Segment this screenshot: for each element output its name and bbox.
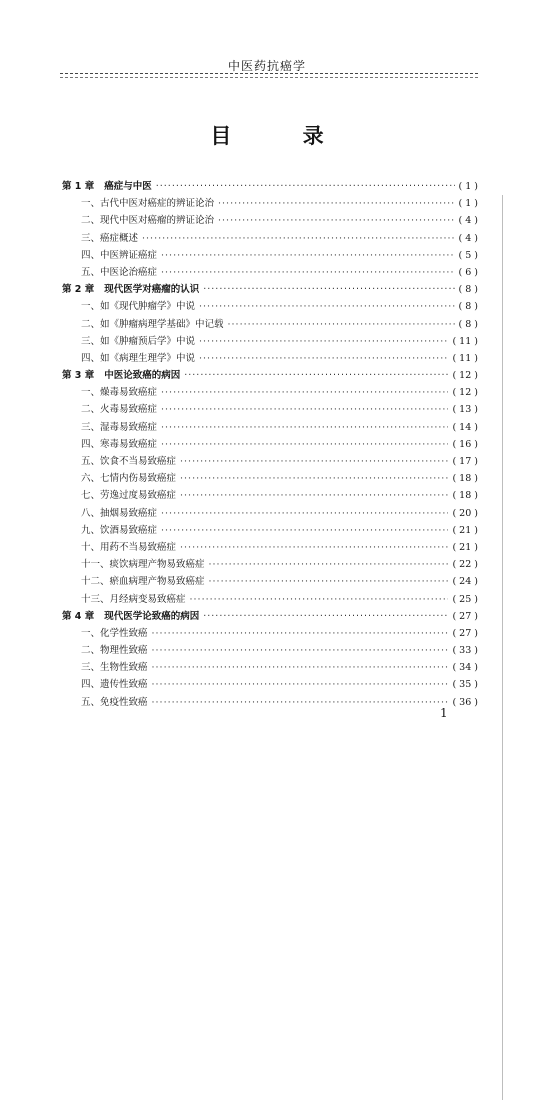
toc-page-ref: ( 14 ) bbox=[452, 421, 478, 433]
toc-section-entry bbox=[62, 556, 478, 573]
dot-leader bbox=[161, 401, 448, 418]
toc-section-entry bbox=[62, 264, 478, 281]
dot-leader bbox=[161, 505, 448, 522]
section-title: 一、古代中医对癌症的辨证论治 bbox=[81, 198, 215, 210]
dot-leader bbox=[156, 178, 455, 195]
toc-page-ref: ( 8 ) bbox=[458, 318, 478, 330]
toc-page-ref: ( 34 ) bbox=[452, 662, 478, 674]
toc-page-ref: ( 11 ) bbox=[452, 352, 478, 364]
section-title: 三、如《肿瘤预后学》中说 bbox=[81, 335, 196, 347]
section-title: 一、化学性致癌 bbox=[81, 627, 148, 639]
toc-section-entry bbox=[62, 247, 478, 264]
toc-page-ref: ( 25 ) bbox=[452, 593, 478, 605]
chapter-number: 第 3 章 bbox=[62, 370, 95, 382]
section-title: 二、如《肿瘤病理学基础》中记载 bbox=[81, 318, 224, 330]
dot-leader bbox=[152, 625, 449, 642]
toc-section-entry bbox=[62, 625, 478, 642]
section-title: 三、生物性致癌 bbox=[81, 662, 148, 674]
chapter-title: 中医论致癌的病因 bbox=[104, 370, 181, 382]
section-title: 十三、月经病变易致癌症 bbox=[81, 593, 186, 605]
toc-page-ref: ( 1 ) bbox=[458, 181, 478, 192]
toc-page-ref: ( 36 ) bbox=[452, 696, 478, 708]
toc-page-ref: ( 8 ) bbox=[458, 284, 478, 296]
dot-leader bbox=[142, 230, 454, 247]
toc-section-entry bbox=[62, 522, 478, 539]
section-title: 三、癌症概述 bbox=[81, 232, 139, 244]
section-title: 四、遗传性致癌 bbox=[81, 679, 148, 691]
toc-section-entry bbox=[62, 195, 478, 212]
section-title: 十、用药不当易致癌症 bbox=[81, 541, 177, 553]
toc-section-entry bbox=[62, 316, 478, 333]
dot-leader bbox=[190, 591, 449, 608]
chapter-number: 第 1 章 bbox=[62, 181, 95, 192]
toc-page-ref: ( 22 ) bbox=[452, 559, 478, 571]
toc-page-ref: ( 12 ) bbox=[452, 370, 478, 382]
toc-page-ref: ( 20 ) bbox=[452, 507, 478, 519]
toc-section-entry bbox=[62, 436, 478, 453]
section-title: 五、饮食不当易致癌症 bbox=[81, 456, 177, 467]
dot-leader bbox=[180, 487, 448, 504]
toc-page-ref: ( 4 ) bbox=[458, 232, 478, 244]
toc-chapter-entry bbox=[62, 367, 478, 384]
toc-section-entry bbox=[62, 350, 478, 367]
toc-page-ref: ( 18 ) bbox=[452, 490, 478, 502]
dot-leader bbox=[161, 419, 448, 436]
toc-chapter-entry bbox=[62, 608, 478, 625]
dot-leader bbox=[209, 573, 449, 590]
section-title: 五、免疫性致癌 bbox=[81, 696, 148, 708]
dot-leader bbox=[199, 298, 454, 315]
toc-section-entry bbox=[62, 230, 478, 247]
toc-title: 目 录 bbox=[210, 124, 356, 148]
section-title: 六、七情内伤易致癌症 bbox=[81, 473, 177, 485]
dot-leader bbox=[161, 264, 454, 281]
dot-leader bbox=[161, 384, 448, 401]
toc-section-entry bbox=[62, 212, 478, 229]
toc-page-ref: ( 8 ) bbox=[458, 301, 478, 313]
toc-section-entry bbox=[62, 573, 478, 590]
toc-page-ref: ( 21 ) bbox=[452, 524, 478, 536]
header-divider bbox=[60, 73, 478, 78]
running-header: 中医药抗癌学 bbox=[227, 59, 306, 73]
dot-leader bbox=[152, 659, 449, 676]
section-title: 七、劳逸过度易致癌症 bbox=[81, 490, 177, 502]
dot-leader bbox=[180, 453, 448, 470]
toc-page-ref: ( 35 ) bbox=[452, 679, 478, 691]
toc-section-entry bbox=[62, 539, 478, 556]
toc-section-entry bbox=[62, 591, 478, 608]
section-title: 三、湿毒易致癌症 bbox=[81, 421, 158, 433]
chapter-number: 第 4 章 bbox=[62, 610, 95, 622]
page-number: 1 bbox=[440, 706, 448, 720]
dot-leader bbox=[203, 281, 454, 298]
section-title: 二、现代中医对癌瘤的辨证论治 bbox=[81, 215, 215, 227]
toc-chapter-entry bbox=[62, 281, 478, 298]
dot-leader bbox=[199, 333, 448, 350]
section-title: 五、中医论治癌症 bbox=[81, 266, 158, 278]
table-of-contents bbox=[62, 178, 478, 711]
dot-leader bbox=[152, 676, 449, 693]
dot-leader bbox=[180, 539, 448, 556]
toc-section-entry bbox=[62, 401, 478, 418]
section-title: 二、火毒易致癌症 bbox=[81, 404, 158, 416]
chapter-title: 癌症与中医 bbox=[104, 181, 152, 192]
dot-leader bbox=[199, 350, 448, 367]
chapter-title: 现代医学论致癌的病因 bbox=[104, 610, 200, 622]
dot-leader bbox=[228, 316, 455, 333]
dot-leader bbox=[152, 642, 449, 659]
toc-section-entry bbox=[62, 642, 478, 659]
toc-page-ref: ( 27 ) bbox=[452, 627, 478, 639]
section-title: 一、燥毒易致癌症 bbox=[81, 387, 158, 399]
toc-page-ref: ( 27 ) bbox=[452, 610, 478, 622]
toc-page-ref: ( 16 ) bbox=[452, 438, 478, 450]
section-title: 九、饮酒易致癌症 bbox=[81, 524, 158, 536]
toc-page-ref: ( 18 ) bbox=[452, 473, 478, 485]
chapter-title: 现代医学对癌瘤的认识 bbox=[104, 284, 200, 296]
dot-leader bbox=[180, 470, 448, 487]
toc-page-ref: ( 4 ) bbox=[458, 215, 478, 227]
toc-page-ref: ( 5 ) bbox=[458, 249, 478, 261]
section-title: 八、抽烟易致癌症 bbox=[81, 507, 158, 519]
toc-page-ref: ( 24 ) bbox=[452, 576, 478, 588]
section-title: 二、物理性致癌 bbox=[81, 645, 148, 657]
toc-section-entry bbox=[62, 470, 478, 487]
dot-leader bbox=[209, 556, 449, 573]
toc-page-ref: ( 6 ) bbox=[458, 266, 478, 278]
page-edge-line bbox=[502, 195, 503, 1100]
toc-section-entry bbox=[62, 333, 478, 350]
toc-section-entry bbox=[62, 419, 478, 436]
toc-page-ref: ( 11 ) bbox=[452, 335, 478, 347]
dot-leader bbox=[161, 436, 448, 453]
dot-leader bbox=[161, 522, 448, 539]
section-title: 十二、瘀血病理产物易致癌症 bbox=[81, 576, 205, 588]
toc-page-ref: ( 33 ) bbox=[452, 645, 478, 657]
toc-page-ref: ( 13 ) bbox=[452, 404, 478, 416]
toc-section-entry bbox=[62, 453, 478, 470]
toc-page-ref: ( 21 ) bbox=[452, 541, 478, 553]
toc-page-ref: ( 1 ) bbox=[458, 198, 478, 210]
dot-leader bbox=[184, 367, 448, 384]
toc-section-entry bbox=[62, 694, 478, 711]
section-title: 十一、痰饮病理产物易致癌症 bbox=[81, 559, 205, 571]
section-title: 一、如《现代肿瘤学》中说 bbox=[81, 301, 196, 313]
toc-section-entry bbox=[62, 298, 478, 315]
toc-chapter-entry bbox=[62, 178, 478, 195]
toc-section-entry bbox=[62, 505, 478, 522]
toc-page-ref: ( 17 ) bbox=[452, 456, 478, 467]
dot-leader bbox=[152, 694, 449, 711]
toc-section-entry bbox=[62, 676, 478, 693]
toc-page-ref: ( 12 ) bbox=[452, 387, 478, 399]
toc-section-entry bbox=[62, 487, 478, 504]
section-title: 四、寒毒易致癌症 bbox=[81, 438, 158, 450]
dot-leader bbox=[161, 247, 454, 264]
section-title: 四、中医辨证癌症 bbox=[81, 249, 158, 261]
dot-leader bbox=[218, 195, 454, 212]
chapter-number: 第 2 章 bbox=[62, 284, 95, 296]
dot-leader bbox=[203, 608, 448, 625]
toc-section-entry bbox=[62, 659, 478, 676]
toc-section-entry bbox=[62, 384, 478, 401]
dot-leader bbox=[218, 212, 454, 229]
section-title: 四、如《病理生理学》中说 bbox=[81, 352, 196, 364]
